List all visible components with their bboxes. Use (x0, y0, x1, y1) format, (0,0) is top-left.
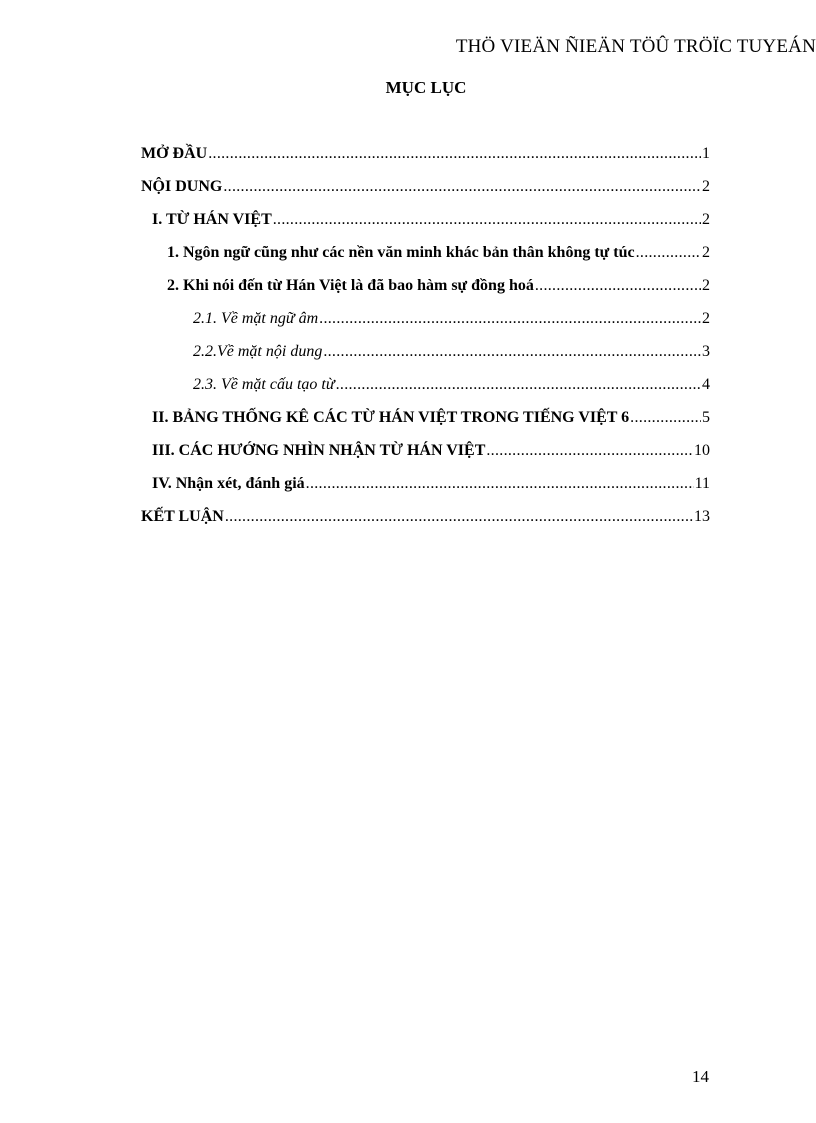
toc-entry-page: 3 (702, 343, 710, 360)
dot-leader (630, 405, 701, 431)
dot-leader (636, 240, 701, 266)
toc-entry-page: 13 (694, 508, 710, 525)
dot-leader (535, 273, 701, 299)
dot-leader (306, 471, 694, 497)
toc-entry-page: 2 (702, 211, 710, 228)
toc-entry-page: 2 (702, 244, 710, 261)
toc-entry-ket-luan[interactable] (141, 504, 710, 537)
toc-entry-label: I. TỪ HÁN VIỆT (152, 211, 272, 228)
dot-leader (323, 339, 701, 365)
toc-entry-label: KẾT LUẬN (141, 508, 224, 525)
toc-entry-page: 5 (702, 409, 710, 426)
toc-entry-section-2-2[interactable] (141, 339, 710, 372)
dot-leader (319, 306, 701, 332)
toc-title: MỤC LỤC (385, 78, 467, 97)
toc-entry-page: 2 (702, 277, 710, 294)
dot-leader (486, 438, 693, 464)
toc-entry-bang-thong-ke[interactable] (141, 405, 710, 438)
toc-entry-label: 2. Khi nói đến từ Hán Việt là đã bao hàm sự đồng hoá (167, 277, 534, 294)
toc-entry-page: 4 (702, 376, 710, 393)
toc-entry-label: 2.2.Về mặt nội dung (193, 343, 323, 360)
toc-entry-label: 1. Ngôn ngữ cũng như các nền văn minh khác bản thân không tự túc (167, 244, 635, 261)
toc-entry-section-2-3[interactable] (141, 372, 710, 405)
toc-entry-label: III. CÁC HƯỚNG NHÌN NHẬN TỪ HÁN VIỆT (152, 442, 486, 459)
toc-entry-mo-dau[interactable] (141, 141, 710, 174)
toc-entry-page: 2 (702, 178, 710, 195)
toc-entry-page: 1 (702, 145, 710, 162)
library-watermark-header: THÖ VIEÄN ÑIEÄN TÖÛ TRÖÏC TUYEÁN (455, 36, 816, 57)
toc-entry-label: IV. Nhận xét, đánh giá (152, 475, 305, 492)
toc-entry-label: II. BẢNG THỐNG KÊ CÁC TỪ HÁN VIỆT TRONG TIẾNG VIỆT 6 (152, 409, 630, 426)
dot-leader (208, 141, 701, 167)
toc-entry-page: 10 (694, 442, 710, 459)
toc-entry-tu-han-viet[interactable] (141, 207, 710, 240)
toc-entry-page: 11 (694, 475, 710, 492)
table-of-contents (141, 141, 710, 537)
dot-leader (336, 372, 701, 398)
dot-leader (273, 207, 701, 233)
dot-leader (223, 174, 701, 200)
toc-entry-label: 2.3. Về mặt cấu tạo từ (193, 376, 335, 393)
toc-entry-section-2-1[interactable] (141, 306, 710, 339)
toc-entry-noi-dung[interactable] (141, 174, 710, 207)
toc-entry-label: 2.1. Về mặt ngữ âm (193, 310, 319, 327)
toc-entry-label: NỘI DUNG (141, 178, 223, 195)
toc-entry-label: MỞ ĐẦU (141, 145, 208, 162)
toc-entry-nhan-xet[interactable] (141, 471, 710, 504)
page-number: 14 (692, 1067, 709, 1086)
toc-entry-huong-nhin-nhan[interactable] (141, 438, 710, 471)
dot-leader (225, 504, 693, 530)
toc-entry-page: 2 (702, 310, 710, 327)
toc-entry-section-1[interactable] (141, 240, 710, 273)
toc-entry-section-2[interactable] (141, 273, 710, 306)
